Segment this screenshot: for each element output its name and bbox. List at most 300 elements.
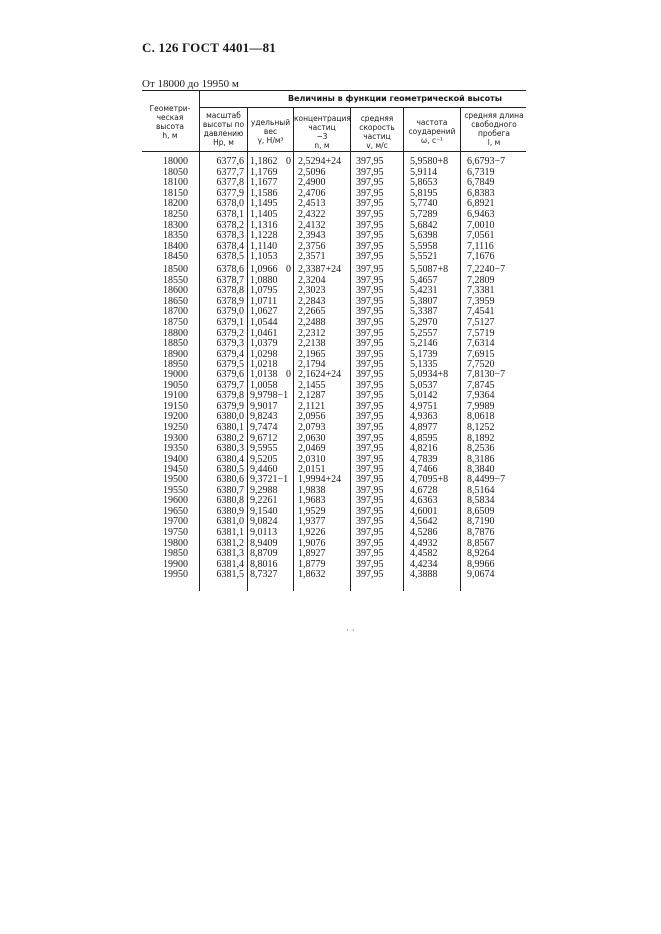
- table-cell: 2,3204: [298, 274, 326, 286]
- column-Hp-group-1: [200, 157, 244, 263]
- table-cell: 1,0298: [250, 348, 278, 360]
- table-cell: 18050: [163, 166, 188, 178]
- table-cell: 1,1316: [250, 219, 278, 231]
- table-cell: 2,4322: [298, 208, 326, 220]
- table-cell: 1,9377: [298, 516, 326, 528]
- table-cell: 6380,8: [216, 495, 244, 507]
- table-cell: 1,1495: [250, 198, 278, 210]
- table-cell: 5,5958: [410, 240, 438, 252]
- table-cell: 19650: [163, 505, 188, 517]
- table-cell: 6380,2: [216, 432, 244, 444]
- table-cell: 397,95: [356, 285, 384, 297]
- column-n-group-1: [298, 157, 350, 263]
- table-cell: 7,2809: [467, 274, 495, 286]
- table-cell: 4,7466: [410, 464, 438, 476]
- table-cell: 8,7327: [250, 569, 278, 581]
- table-cell: 9,8243: [250, 411, 278, 423]
- table-cell: 4,9751: [410, 400, 438, 412]
- table-cell: 9,5955: [250, 443, 278, 455]
- header-v: средняя скорость частиц v, м/с: [359, 114, 395, 150]
- table-cell: 1,0711: [250, 295, 278, 307]
- table-cell: 8,8016: [250, 558, 278, 570]
- table-cell: 2,0793: [298, 421, 326, 433]
- table-cell: 19950: [163, 569, 188, 581]
- table-cell: 7,2240−7: [467, 264, 506, 275]
- table-cell: 18950: [163, 359, 188, 371]
- table-cell: 4,6728: [410, 484, 438, 496]
- range-label: От 18000 до 19950 м: [142, 78, 239, 90]
- column-omega-group-2: [410, 265, 460, 371]
- column-h-group-2: [150, 265, 188, 371]
- column-n-group-3: [298, 370, 350, 476]
- table-cell: 5,2146: [410, 338, 438, 350]
- table-cell: 7,3381: [467, 285, 495, 297]
- table-cell: 6377,6: [216, 156, 244, 167]
- table-cell: 397,95: [356, 208, 384, 220]
- table-cell: 6379,4: [216, 348, 244, 360]
- table-cell: 397,95: [356, 177, 384, 189]
- table-cell: 2,5294+24: [298, 156, 342, 167]
- table-cell: 1,9683: [298, 495, 326, 507]
- table-cell: 4,4582: [410, 548, 438, 560]
- table-cell: 6379,9: [216, 400, 244, 412]
- table-cell: 7,1116: [467, 240, 494, 252]
- column-h-group-1: [150, 157, 188, 263]
- table-cell: 1,8779: [298, 558, 326, 570]
- table-cell: 4,8216: [410, 443, 438, 455]
- table-cell: 397,95: [356, 316, 384, 328]
- table-cell: 2,1794: [298, 359, 326, 371]
- header-omega: частота соударений ω, с⁻¹: [408, 118, 456, 145]
- column-omega-group-1: [410, 157, 460, 263]
- table-cell: 1,9529: [298, 505, 326, 517]
- table-cell: 1,9076: [298, 537, 326, 549]
- table-cell: 397,95: [356, 369, 384, 380]
- table-cell: 2,4132: [298, 219, 326, 231]
- table-cell: 9,9017: [250, 400, 278, 412]
- table-cell: 397,95: [356, 484, 384, 496]
- table-cell: 6,8383: [467, 187, 495, 199]
- table-cell: 397,95: [356, 390, 384, 402]
- table-cell: 7,5127: [467, 316, 495, 328]
- table-cell: 9,0674: [467, 569, 495, 581]
- table-cell: 397,95: [356, 516, 384, 528]
- table-cell: 6381,2: [216, 537, 244, 549]
- table-cell: 4,9363: [410, 411, 438, 423]
- table-cell: 4,7839: [410, 453, 438, 465]
- table-cell: 2,2138: [298, 338, 326, 350]
- table-cell: 2,2665: [298, 306, 326, 318]
- table-cell: 2,1287: [298, 390, 326, 402]
- table-cell: 2,1965: [298, 348, 326, 360]
- table-cell: 7,4541: [467, 306, 495, 318]
- table-cell: 9,9798−1: [250, 390, 289, 402]
- gamma-exponent: 0: [286, 264, 291, 275]
- table-cell: 2,3571: [298, 251, 326, 263]
- table-cell: 4,5642: [410, 516, 438, 528]
- table-cell: 397,95: [356, 264, 384, 275]
- table-cell: 4,7095+8: [410, 474, 449, 485]
- table-cell: 6378,8: [216, 285, 244, 297]
- table-cell: 2,0956: [298, 411, 326, 423]
- table-cell: 397,95: [356, 348, 384, 360]
- table-cell: 6378,3: [216, 230, 244, 242]
- table-cell: 1,9226: [298, 526, 326, 538]
- table-cell: 6380,3: [216, 443, 244, 455]
- table-cell: 6379,1: [216, 316, 244, 328]
- table-cell: 9,4460: [250, 464, 278, 476]
- table-cell: 1,0544: [250, 316, 278, 328]
- table-cell: 18450: [163, 251, 188, 263]
- table-cell: 18500: [163, 264, 188, 275]
- table-cell: 5,1739: [410, 348, 438, 360]
- table-cell: 19900: [163, 558, 188, 570]
- table-cell: 2,2312: [298, 327, 326, 339]
- column-Hp-group-2: [200, 265, 244, 371]
- table-cell: 5,2557: [410, 327, 438, 339]
- table-cell: 6379,5: [216, 359, 244, 371]
- table-cell: 6379,2: [216, 327, 244, 339]
- table-cell: 397,95: [356, 166, 384, 178]
- table-cell: 8,6509: [467, 505, 495, 517]
- table-cell: 7,6314: [467, 338, 495, 350]
- body-divider-2: [247, 151, 248, 591]
- table-cell: 8,9264: [467, 548, 495, 560]
- column-omega-group-3: [410, 370, 460, 476]
- table-cell: 8,3840: [467, 464, 495, 476]
- table-cell: 1,0795: [250, 285, 278, 297]
- table-cell: 1,1228: [250, 230, 278, 242]
- column-l-group-1: [467, 157, 525, 263]
- column-v-group-2: [356, 265, 398, 371]
- table-cell: 7,3959: [467, 295, 495, 307]
- table-cell: 6379,8: [216, 390, 244, 402]
- table-cell: 2,0151: [298, 464, 326, 476]
- table-cell: 6381,1: [216, 526, 244, 538]
- table-cell: 8,4499−7: [467, 474, 506, 485]
- table-cell: 6380,0: [216, 411, 244, 423]
- table-cell: 5,6842: [410, 219, 438, 231]
- table-cell: 5,8195: [410, 187, 438, 199]
- table-cell: 5,1335: [410, 359, 438, 371]
- table-cell: 2,0310: [298, 453, 326, 465]
- table-cell: 1,8927: [298, 548, 326, 560]
- table-cell: 397,95: [356, 295, 384, 307]
- table-cell: 397,95: [356, 156, 384, 167]
- table-cell: 397,95: [356, 359, 384, 371]
- column-omega-group-4: [410, 475, 460, 581]
- table-cell: 4,6001: [410, 505, 438, 517]
- table-cell: 18900: [163, 348, 188, 360]
- table-cell: 397,95: [356, 251, 384, 263]
- header-h: Геометри- ческая высота h, м: [149, 104, 191, 140]
- table-cell: 18600: [163, 285, 188, 297]
- table-cell: 18350: [163, 230, 188, 242]
- table-cell: 2,1455: [298, 379, 326, 391]
- table-cell: 1,8632: [298, 569, 326, 581]
- column-v-group-4: [356, 475, 398, 581]
- table-cell: 5,2970: [410, 316, 438, 328]
- table-cell: 19500: [163, 474, 188, 485]
- header-l: средняя длина свободного пробега l, м: [464, 111, 524, 147]
- table-cell: 5,3807: [410, 295, 438, 307]
- table-cell: 8,8567: [467, 537, 495, 549]
- table-cell: 2,4900: [298, 177, 326, 189]
- table-cell: 6,8921: [467, 198, 495, 210]
- table-cell: 18250: [163, 208, 188, 220]
- table-cell: 6380,7: [216, 484, 244, 496]
- table-cell: 5,9114: [410, 166, 438, 178]
- table-cell: 397,95: [356, 219, 384, 231]
- table-cell: 5,0537: [410, 379, 438, 391]
- table-cell: 4,8595: [410, 432, 438, 444]
- table-cell: 8,8709: [250, 548, 278, 560]
- table-cell: 397,95: [356, 432, 384, 444]
- table-cell: 6377,7: [216, 166, 244, 178]
- table-cell: 19400: [163, 453, 188, 465]
- table-cell: 397,95: [356, 526, 384, 538]
- table-cell: 8,2536: [467, 443, 495, 455]
- table-cell: 19300: [163, 432, 188, 444]
- table-cell: 2,4513: [298, 198, 326, 210]
- table-cell: 4,6363: [410, 495, 438, 507]
- column-gamma-group-4: [250, 475, 290, 581]
- table-cell: 7,9364: [467, 390, 495, 402]
- table-cell: 5,8653: [410, 177, 438, 189]
- table-cell: 8,1892: [467, 432, 495, 444]
- table-cell: 5,5087+8: [410, 264, 449, 275]
- table-cell: 18000: [163, 156, 188, 167]
- table-cell: 5,3387: [410, 306, 438, 318]
- table-cell: 6,7849: [467, 177, 495, 189]
- table-cell: 4,3888: [410, 569, 438, 581]
- header-gamma: удельный вес γ, Н/м³: [250, 118, 291, 145]
- table-cell: 19550: [163, 484, 188, 496]
- table-cell: 397,95: [356, 400, 384, 412]
- table-cell: 397,95: [356, 240, 384, 252]
- table-cell: 7,1676: [467, 251, 495, 263]
- table-cell: 6378,0: [216, 198, 244, 210]
- table-cell: 9,0824: [250, 516, 278, 528]
- table-cell: 6378,4: [216, 240, 244, 252]
- table-cell: 2,1121: [298, 400, 326, 412]
- table-cell: 19250: [163, 421, 188, 433]
- table-cell: 7,0561: [467, 230, 495, 242]
- table-cell: 18300: [163, 219, 188, 231]
- table-cell: 7,8130−7: [467, 369, 506, 380]
- body-divider-3: [293, 151, 294, 591]
- table-cell: 6379,3: [216, 338, 244, 350]
- column-l-group-3: [467, 370, 525, 476]
- table-cell: 19700: [163, 516, 188, 528]
- table-cell: 6377,8: [216, 177, 244, 189]
- table-cell: 8,5834: [467, 495, 495, 507]
- table-cell: 397,95: [356, 274, 384, 286]
- gamma-exponent: 0: [286, 156, 291, 167]
- table-cell: 6380,6: [216, 474, 244, 485]
- table-cell: 4,4932: [410, 537, 438, 549]
- table-cell: 1,0138: [250, 369, 278, 380]
- table-cell: 18200: [163, 198, 188, 210]
- body-divider-6: [460, 151, 461, 591]
- column-n-group-4: [298, 475, 350, 581]
- table-cell: 7,9989: [467, 400, 495, 412]
- table-cell: 8,5164: [467, 484, 495, 496]
- table-cell: 6381,5: [216, 569, 244, 581]
- table-cell: 2,5096: [298, 166, 326, 178]
- table-cell: 397,95: [356, 198, 384, 210]
- table-cell: 4,5286: [410, 526, 438, 538]
- table-cell: 9,7474: [250, 421, 278, 433]
- table-cell: 6379,0: [216, 306, 244, 318]
- table-cell: 1,1862: [250, 156, 278, 167]
- table-cell: 8,1252: [467, 421, 495, 433]
- table-cell: 1,0379: [250, 338, 278, 350]
- table-cell: 397,95: [356, 569, 384, 581]
- table-cell: 8,9409: [250, 537, 278, 549]
- table-cell: 397,95: [356, 495, 384, 507]
- column-l-group-4: [467, 475, 525, 581]
- table-cell: 6378,2: [216, 219, 244, 231]
- table-cell: 6378,6: [216, 264, 244, 275]
- table-cell: 1,9994+24: [298, 474, 342, 485]
- table-cell: 397,95: [356, 464, 384, 476]
- table-cell: 1,1405: [250, 208, 278, 220]
- table-cell: 2,3756: [298, 240, 326, 252]
- table-cell: 19150: [163, 400, 188, 412]
- table-cell: 397,95: [356, 421, 384, 433]
- table-cell: 9,6712: [250, 432, 278, 444]
- column-n-group-2: [298, 265, 350, 371]
- table-cell: 19750: [163, 526, 188, 538]
- table-cell: 6378,1: [216, 208, 244, 220]
- table-cell: 18100: [163, 177, 188, 189]
- column-v-group-1: [356, 157, 398, 263]
- table-cell: 1,0880: [250, 274, 278, 286]
- table-cell: 6378,7: [216, 274, 244, 286]
- table-cell: 18150: [163, 187, 188, 199]
- span-header-rule: [199, 107, 526, 108]
- table-cell: 2,2843: [298, 295, 326, 307]
- table-cell: 6378,5: [216, 251, 244, 263]
- table-cell: 397,95: [356, 453, 384, 465]
- table-cell: 6,6793−7: [467, 156, 506, 167]
- span-header: Величины в функции геометрической высоты: [288, 94, 502, 103]
- table-cell: 5,0934+8: [410, 369, 449, 380]
- table-cell: 18400: [163, 240, 188, 252]
- column-Hp-group-3: [200, 370, 244, 476]
- table-cell: 19450: [163, 464, 188, 476]
- table-cell: 5,4231: [410, 285, 438, 297]
- table-cell: 9,3721−1: [250, 474, 289, 485]
- table-cell: 2,2488: [298, 316, 326, 328]
- column-gamma-group-2: [250, 265, 290, 371]
- table-cell: 19050: [163, 379, 188, 391]
- table-cell: 8,7876: [467, 526, 495, 538]
- body-divider-5: [403, 151, 404, 591]
- table-cell: 7,5719: [467, 327, 495, 339]
- table-cell: 6,7319: [467, 166, 495, 178]
- table-cell: 18650: [163, 295, 188, 307]
- table-cell: 1,0966: [250, 264, 278, 275]
- body-divider-4: [350, 151, 351, 591]
- table-cell: 2,3943: [298, 230, 326, 242]
- table-cell: 19200: [163, 411, 188, 423]
- column-gamma-group-3: [250, 370, 290, 476]
- table-cell: 397,95: [356, 411, 384, 423]
- table-cell: 2,0630: [298, 432, 326, 444]
- table-cell: 1,0058: [250, 379, 278, 391]
- column-h-group-3: [150, 370, 188, 476]
- header-n: концентрация частиц −3 n, м: [294, 114, 351, 150]
- table-cell: 6380,5: [216, 464, 244, 476]
- table-cell: 18850: [163, 338, 188, 350]
- table-cell: 5,7289: [410, 208, 438, 220]
- table-cell: 2,0469: [298, 443, 326, 455]
- table-cell: 397,95: [356, 474, 384, 485]
- table-cell: 4,8977: [410, 421, 438, 433]
- column-gamma-group-1: [250, 157, 290, 263]
- table-cell: 397,95: [356, 537, 384, 549]
- table-cell: 397,95: [356, 187, 384, 199]
- table-cell: 7,7520: [467, 359, 495, 371]
- table-cell: 18800: [163, 327, 188, 339]
- table-cell: 1,0627: [250, 306, 278, 318]
- table-cell: 2,4706: [298, 187, 326, 199]
- table-cell: 397,95: [356, 548, 384, 560]
- table-cell: 9,5205: [250, 453, 278, 465]
- table-cell: 397,95: [356, 306, 384, 318]
- table-cell: 397,95: [356, 379, 384, 391]
- table-cell: 18700: [163, 306, 188, 318]
- table-cell: 7,0010: [467, 219, 495, 231]
- table-cell: 5,6398: [410, 230, 438, 242]
- table-cell: 2,3387+24: [298, 264, 342, 275]
- column-Hp-group-4: [200, 475, 244, 581]
- table-cell: 1,1140: [250, 240, 278, 252]
- table-cell: 6379,6: [216, 369, 244, 380]
- table-cell: 19100: [163, 390, 188, 402]
- gamma-exponent: 0: [286, 369, 291, 380]
- table-cell: 8,3186: [467, 453, 495, 465]
- table-cell: 19600: [163, 495, 188, 507]
- table-cell: 1,1053: [250, 251, 278, 263]
- table-cell: 8,0618: [467, 411, 495, 423]
- table-cell: 18750: [163, 316, 188, 328]
- table-cell: 18550: [163, 274, 188, 286]
- column-l-group-2: [467, 265, 525, 371]
- table-cell: 9,2261: [250, 495, 278, 507]
- table-cell: 5,9580+8: [410, 156, 449, 167]
- table-cell: 7,8745: [467, 379, 495, 391]
- table-cell: 397,95: [356, 327, 384, 339]
- table-cell: 5,5521: [410, 251, 438, 263]
- table-cell: 19800: [163, 537, 188, 549]
- table-cell: 6379,7: [216, 379, 244, 391]
- table-cell: 2,3023: [298, 285, 326, 297]
- table-cell: 4,4234: [410, 558, 438, 570]
- table-cell: 397,95: [356, 443, 384, 455]
- table-cell: 6380,1: [216, 421, 244, 433]
- column-v-group-3: [356, 370, 398, 476]
- table-cell: 1,1677: [250, 177, 278, 189]
- table-cell: 9,0113: [250, 526, 278, 538]
- table-cell: 397,95: [356, 505, 384, 517]
- table-cell: 6,9463: [467, 208, 495, 220]
- table-cell: 8,7190: [467, 516, 495, 528]
- table-cell: 1,9838: [298, 484, 326, 496]
- table-cell: 5,4657: [410, 274, 438, 286]
